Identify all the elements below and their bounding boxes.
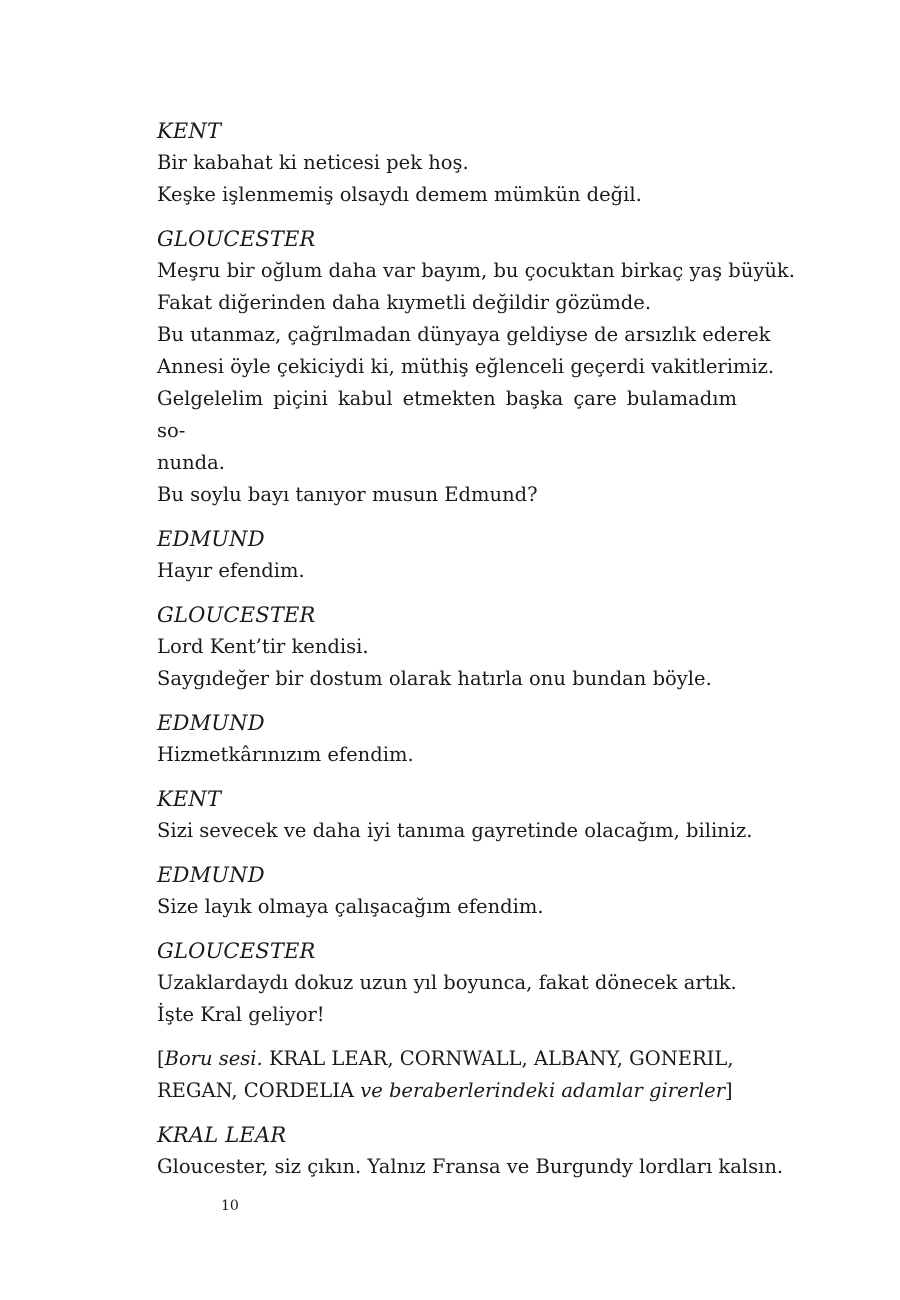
dialogue-line: Uzaklardaydı dokuz uzun yıl boyunca, fakat dönecek artık. (157, 971, 737, 994)
speaker-name: KRAL LEAR (157, 1123, 287, 1147)
dialogue-line: Sizi sevecek ve daha iyi tanıma gayretinde olacağım, biliniz. (157, 819, 753, 842)
speaker-name: GLOUCESTER (157, 939, 316, 963)
dialogue-block (157, 707, 737, 771)
speaker-name: GLOUCESTER (157, 603, 316, 627)
dialogue-line: Saygıdeğer bir dostum olarak hatırla onu bundan böyle. (157, 667, 712, 690)
dialogue-line: Annesi öyle çekiciydi ki, müthiş eğlenceli geçerdi vakitlerimiz. (157, 355, 775, 378)
speaker-name: EDMUND (157, 527, 265, 551)
dialogue-line: Gelgelelim piçini kabul etmekten başka çare bulamadım so- (157, 387, 737, 442)
speaker-name: KENT (157, 119, 222, 143)
dialogue-line: Meşru bir oğlum daha var bayım, bu çocuktan birkaç yaş büyük. (157, 259, 795, 282)
stage-direction-line (157, 1043, 737, 1075)
stage-direction-line (157, 1075, 737, 1107)
dialogue-block (157, 115, 737, 211)
stage-direction-characters: REGAN, CORDELIA (157, 1079, 361, 1102)
dialogue-line: Bu soylu bayı tanıyor musun Edmund? (157, 483, 538, 506)
dialogue-block (157, 599, 737, 695)
stage-direction (157, 1043, 737, 1107)
dialogue-block (157, 223, 795, 511)
speaker-name: EDMUND (157, 863, 265, 887)
speaker-name: GLOUCESTER (157, 227, 316, 251)
dialogue-line: Hizmetkârınızım efendim. (157, 743, 414, 766)
dialogue-line: Size layık olmaya çalışacağım efendim. (157, 895, 544, 918)
play-text (157, 115, 795, 1195)
speaker-name: KENT (157, 787, 222, 811)
dialogue-line: İşte Kral geliyor! (157, 1003, 325, 1026)
dialogue-block (157, 523, 737, 587)
dialogue-line: Gloucester, siz çıkın. Yalnız Fransa ve Burgundy lordları kalsın. (157, 1155, 784, 1178)
page-number: 10 (221, 1198, 239, 1214)
dialogue-line: nunda. (157, 451, 225, 474)
stage-direction-italic: ve beraberlerindeki adamlar girerler (360, 1079, 726, 1102)
dialogue-line: Keşke işlenmemiş olsaydı demem mümkün değil. (157, 183, 642, 206)
close-bracket: ] (725, 1079, 733, 1102)
dialogue-line: Bir kabahat ki neticesi pek hoş. (157, 151, 469, 174)
stage-direction-characters: KRAL LEAR, CORNWALL, ALBANY, GONERIL, (262, 1047, 734, 1070)
dialogue-block (157, 859, 737, 923)
dialogue-line: Lord Kent’tir kendisi. (157, 635, 369, 658)
dialogue-block (157, 1119, 784, 1183)
dialogue-block (157, 935, 737, 1031)
dialogue-line: Bu utanmaz, çağrılmadan dünyaya geldiyse de arsızlık ederek (157, 323, 771, 346)
dialogue-block (157, 783, 753, 847)
stage-direction-italic: Boru sesi. (164, 1047, 263, 1070)
dialogue-line: Hayır efendim. (157, 559, 305, 582)
dialogue-line: Fakat diğerinden daha kıymetli değildir gözümde. (157, 291, 652, 314)
speaker-name: EDMUND (157, 711, 265, 735)
open-bracket: [ (157, 1047, 165, 1070)
